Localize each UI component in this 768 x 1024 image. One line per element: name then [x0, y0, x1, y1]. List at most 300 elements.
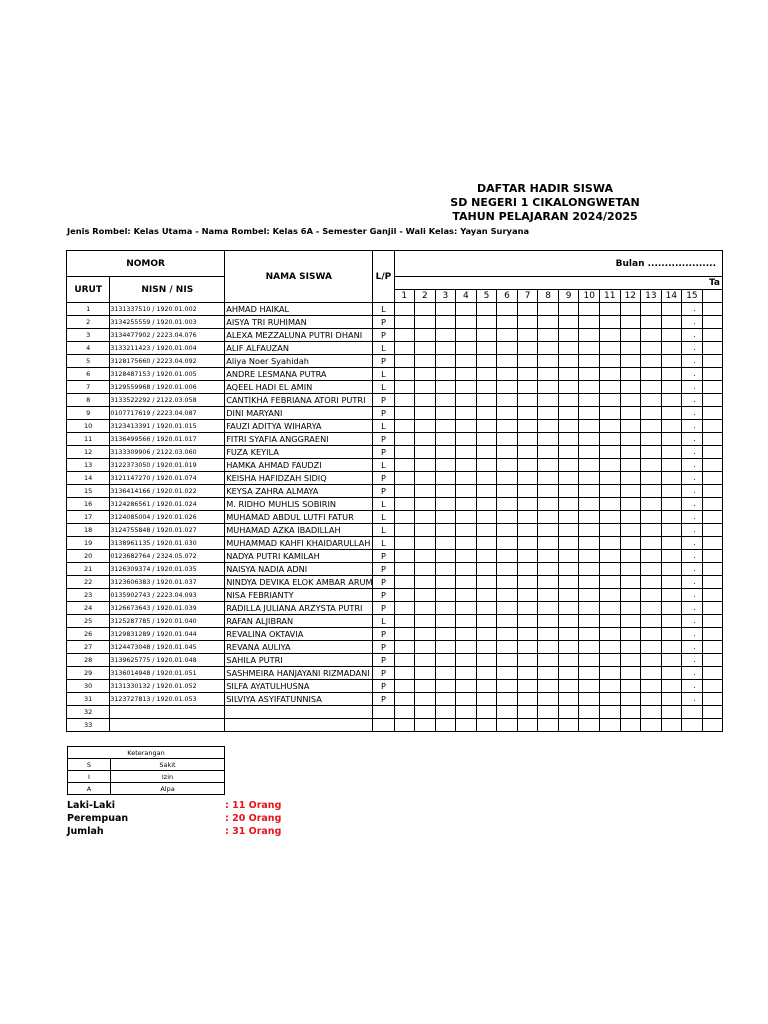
attendance-cell[interactable]: [517, 394, 538, 407]
attendance-cell[interactable]: [538, 563, 559, 576]
attendance-cell[interactable]: [661, 667, 682, 680]
attendance-cell[interactable]: [558, 602, 579, 615]
attendance-cell[interactable]: [641, 329, 662, 342]
attendance-cell[interactable]: [702, 563, 722, 576]
attendance-cell[interactable]: [394, 654, 415, 667]
attendance-cell[interactable]: [435, 329, 456, 342]
attendance-cell[interactable]: [599, 355, 620, 368]
attendance-cell[interactable]: [620, 628, 641, 641]
attendance-cell[interactable]: [517, 693, 538, 706]
attendance-cell[interactable]: [435, 550, 456, 563]
attendance-cell[interactable]: [476, 550, 497, 563]
attendance-cell[interactable]: [415, 446, 436, 459]
attendance-cell[interactable]: [599, 719, 620, 732]
attendance-cell[interactable]: [456, 472, 477, 485]
attendance-cell[interactable]: [415, 693, 436, 706]
attendance-cell[interactable]: [517, 381, 538, 394]
attendance-cell[interactable]: [517, 550, 538, 563]
attendance-cell[interactable]: [456, 693, 477, 706]
attendance-cell[interactable]: [497, 407, 518, 420]
attendance-cell[interactable]: [476, 368, 497, 381]
attendance-cell[interactable]: [415, 355, 436, 368]
attendance-cell[interactable]: [641, 303, 662, 316]
attendance-cell[interactable]: [415, 329, 436, 342]
attendance-cell[interactable]: [517, 446, 538, 459]
attendance-cell[interactable]: [661, 316, 682, 329]
attendance-cell[interactable]: [579, 706, 600, 719]
attendance-cell[interactable]: [394, 459, 415, 472]
attendance-cell[interactable]: [517, 342, 538, 355]
attendance-cell[interactable]: [517, 576, 538, 589]
attendance-cell[interactable]: [702, 550, 722, 563]
attendance-cell[interactable]: [599, 693, 620, 706]
attendance-cell[interactable]: [620, 693, 641, 706]
attendance-cell[interactable]: [435, 316, 456, 329]
attendance-cell[interactable]: [435, 693, 456, 706]
attendance-cell[interactable]: [661, 680, 682, 693]
attendance-cell[interactable]: [517, 641, 538, 654]
attendance-cell[interactable]: [517, 485, 538, 498]
attendance-cell[interactable]: [599, 667, 620, 680]
attendance-cell[interactable]: [476, 381, 497, 394]
attendance-cell[interactable]: [394, 433, 415, 446]
attendance-cell[interactable]: [517, 719, 538, 732]
attendance-cell[interactable]: [497, 706, 518, 719]
attendance-cell[interactable]: [394, 706, 415, 719]
attendance-cell[interactable]: [620, 355, 641, 368]
attendance-cell[interactable]: [415, 381, 436, 394]
attendance-cell[interactable]: [538, 407, 559, 420]
attendance-cell[interactable]: [661, 472, 682, 485]
attendance-cell[interactable]: [394, 693, 415, 706]
attendance-cell[interactable]: [599, 446, 620, 459]
attendance-cell[interactable]: [394, 719, 415, 732]
attendance-cell[interactable]: [702, 381, 722, 394]
attendance-cell[interactable]: [476, 667, 497, 680]
attendance-cell[interactable]: [620, 329, 641, 342]
attendance-cell[interactable]: [456, 355, 477, 368]
attendance-cell[interactable]: .: [682, 589, 703, 602]
attendance-cell[interactable]: [394, 576, 415, 589]
attendance-cell[interactable]: [538, 615, 559, 628]
attendance-cell[interactable]: [415, 511, 436, 524]
attendance-cell[interactable]: [517, 433, 538, 446]
attendance-cell[interactable]: [558, 667, 579, 680]
attendance-cell[interactable]: [517, 537, 538, 550]
attendance-cell[interactable]: [538, 576, 559, 589]
attendance-cell[interactable]: [497, 381, 518, 394]
attendance-cell[interactable]: [641, 693, 662, 706]
attendance-cell[interactable]: .: [682, 641, 703, 654]
attendance-cell[interactable]: [415, 576, 436, 589]
attendance-cell[interactable]: [435, 459, 456, 472]
attendance-cell[interactable]: [702, 459, 722, 472]
attendance-cell[interactable]: [538, 394, 559, 407]
attendance-cell[interactable]: [456, 394, 477, 407]
attendance-cell[interactable]: [456, 719, 477, 732]
attendance-cell[interactable]: [476, 602, 497, 615]
attendance-cell[interactable]: [579, 368, 600, 381]
attendance-cell[interactable]: [456, 654, 477, 667]
attendance-cell[interactable]: [394, 498, 415, 511]
attendance-cell[interactable]: [497, 394, 518, 407]
attendance-cell[interactable]: [558, 355, 579, 368]
attendance-cell[interactable]: [620, 706, 641, 719]
attendance-cell[interactable]: [538, 498, 559, 511]
attendance-cell[interactable]: [620, 589, 641, 602]
attendance-cell[interactable]: [599, 485, 620, 498]
attendance-cell[interactable]: [661, 550, 682, 563]
attendance-cell[interactable]: [702, 407, 722, 420]
attendance-cell[interactable]: [435, 342, 456, 355]
attendance-cell[interactable]: [538, 719, 559, 732]
attendance-cell[interactable]: [641, 537, 662, 550]
attendance-cell[interactable]: [599, 511, 620, 524]
attendance-cell[interactable]: [476, 355, 497, 368]
attendance-cell[interactable]: [538, 368, 559, 381]
attendance-cell[interactable]: [558, 511, 579, 524]
attendance-cell[interactable]: [641, 355, 662, 368]
attendance-cell[interactable]: [517, 680, 538, 693]
attendance-cell[interactable]: [538, 550, 559, 563]
attendance-cell[interactable]: [579, 654, 600, 667]
attendance-cell[interactable]: [538, 342, 559, 355]
attendance-cell[interactable]: [558, 446, 579, 459]
attendance-cell[interactable]: [579, 641, 600, 654]
attendance-cell[interactable]: .: [682, 472, 703, 485]
attendance-cell[interactable]: [476, 615, 497, 628]
attendance-cell[interactable]: [435, 706, 456, 719]
attendance-cell[interactable]: [599, 615, 620, 628]
attendance-cell[interactable]: [456, 589, 477, 602]
attendance-cell[interactable]: [497, 537, 518, 550]
attendance-cell[interactable]: [476, 420, 497, 433]
attendance-cell[interactable]: [435, 563, 456, 576]
attendance-cell[interactable]: [641, 511, 662, 524]
attendance-cell[interactable]: [497, 355, 518, 368]
attendance-cell[interactable]: [599, 550, 620, 563]
attendance-cell[interactable]: [394, 667, 415, 680]
attendance-cell[interactable]: [702, 498, 722, 511]
attendance-cell[interactable]: [661, 329, 682, 342]
attendance-cell[interactable]: [476, 459, 497, 472]
attendance-cell[interactable]: [538, 303, 559, 316]
attendance-cell[interactable]: [702, 576, 722, 589]
attendance-cell[interactable]: [620, 381, 641, 394]
attendance-cell[interactable]: [579, 550, 600, 563]
attendance-cell[interactable]: [415, 628, 436, 641]
attendance-cell[interactable]: [641, 563, 662, 576]
attendance-cell[interactable]: [394, 537, 415, 550]
attendance-cell[interactable]: [394, 589, 415, 602]
attendance-cell[interactable]: [620, 433, 641, 446]
attendance-cell[interactable]: [435, 537, 456, 550]
attendance-cell[interactable]: [394, 550, 415, 563]
attendance-cell[interactable]: [702, 667, 722, 680]
attendance-cell[interactable]: .: [682, 485, 703, 498]
attendance-cell[interactable]: [641, 602, 662, 615]
attendance-cell[interactable]: [641, 719, 662, 732]
attendance-cell[interactable]: [497, 576, 518, 589]
attendance-cell[interactable]: [579, 433, 600, 446]
attendance-cell[interactable]: [620, 719, 641, 732]
attendance-cell[interactable]: [538, 381, 559, 394]
attendance-cell[interactable]: [394, 329, 415, 342]
attendance-cell[interactable]: [497, 511, 518, 524]
attendance-cell[interactable]: [476, 680, 497, 693]
attendance-cell[interactable]: [538, 433, 559, 446]
attendance-cell[interactable]: [702, 615, 722, 628]
attendance-cell[interactable]: .: [682, 420, 703, 433]
attendance-cell[interactable]: [641, 459, 662, 472]
attendance-cell[interactable]: [579, 459, 600, 472]
attendance-cell[interactable]: [517, 498, 538, 511]
attendance-cell[interactable]: [517, 368, 538, 381]
attendance-cell[interactable]: [641, 654, 662, 667]
attendance-cell[interactable]: [702, 316, 722, 329]
attendance-cell[interactable]: [415, 420, 436, 433]
attendance-cell[interactable]: [435, 498, 456, 511]
attendance-cell[interactable]: [497, 667, 518, 680]
attendance-cell[interactable]: [415, 719, 436, 732]
attendance-cell[interactable]: [661, 576, 682, 589]
attendance-cell[interactable]: [599, 381, 620, 394]
attendance-cell[interactable]: [641, 550, 662, 563]
attendance-cell[interactable]: [435, 485, 456, 498]
attendance-cell[interactable]: [661, 524, 682, 537]
attendance-cell[interactable]: [497, 316, 518, 329]
attendance-cell[interactable]: [579, 524, 600, 537]
attendance-cell[interactable]: [641, 498, 662, 511]
attendance-cell[interactable]: [661, 537, 682, 550]
attendance-cell[interactable]: [435, 446, 456, 459]
attendance-cell[interactable]: [476, 693, 497, 706]
attendance-cell[interactable]: [599, 407, 620, 420]
attendance-cell[interactable]: [476, 394, 497, 407]
attendance-cell[interactable]: [599, 589, 620, 602]
attendance-cell[interactable]: [476, 511, 497, 524]
attendance-cell[interactable]: [517, 615, 538, 628]
attendance-cell[interactable]: [456, 368, 477, 381]
attendance-cell[interactable]: [579, 303, 600, 316]
attendance-cell[interactable]: [579, 693, 600, 706]
attendance-cell[interactable]: [538, 459, 559, 472]
attendance-cell[interactable]: [435, 667, 456, 680]
attendance-cell[interactable]: [497, 420, 518, 433]
attendance-cell[interactable]: [641, 680, 662, 693]
attendance-cell[interactable]: [579, 680, 600, 693]
attendance-cell[interactable]: [456, 602, 477, 615]
attendance-cell[interactable]: [661, 459, 682, 472]
attendance-cell[interactable]: [641, 589, 662, 602]
attendance-cell[interactable]: [558, 472, 579, 485]
attendance-cell[interactable]: [661, 498, 682, 511]
attendance-cell[interactable]: .: [682, 628, 703, 641]
attendance-cell[interactable]: [497, 602, 518, 615]
attendance-cell[interactable]: [476, 576, 497, 589]
attendance-cell[interactable]: .: [682, 680, 703, 693]
attendance-cell[interactable]: [415, 550, 436, 563]
attendance-cell[interactable]: [517, 654, 538, 667]
attendance-cell[interactable]: [599, 342, 620, 355]
attendance-cell[interactable]: [538, 602, 559, 615]
attendance-cell[interactable]: .: [682, 576, 703, 589]
attendance-cell[interactable]: [702, 368, 722, 381]
attendance-cell[interactable]: [661, 420, 682, 433]
attendance-cell[interactable]: [702, 342, 722, 355]
attendance-cell[interactable]: [558, 407, 579, 420]
attendance-cell[interactable]: [661, 303, 682, 316]
attendance-cell[interactable]: [497, 524, 518, 537]
attendance-cell[interactable]: [620, 602, 641, 615]
attendance-cell[interactable]: [558, 719, 579, 732]
attendance-cell[interactable]: [435, 511, 456, 524]
attendance-cell[interactable]: [599, 602, 620, 615]
attendance-cell[interactable]: [456, 381, 477, 394]
attendance-cell[interactable]: [435, 303, 456, 316]
attendance-cell[interactable]: [497, 693, 518, 706]
attendance-cell[interactable]: [476, 498, 497, 511]
attendance-cell[interactable]: [620, 303, 641, 316]
attendance-cell[interactable]: [517, 524, 538, 537]
attendance-cell[interactable]: [456, 511, 477, 524]
attendance-cell[interactable]: .: [682, 511, 703, 524]
attendance-cell[interactable]: [661, 511, 682, 524]
attendance-cell[interactable]: [599, 628, 620, 641]
attendance-cell[interactable]: .: [682, 303, 703, 316]
attendance-cell[interactable]: [456, 420, 477, 433]
attendance-cell[interactable]: .: [682, 563, 703, 576]
attendance-cell[interactable]: [641, 615, 662, 628]
attendance-cell[interactable]: [476, 472, 497, 485]
attendance-cell[interactable]: [476, 407, 497, 420]
attendance-cell[interactable]: [415, 316, 436, 329]
attendance-cell[interactable]: [456, 563, 477, 576]
attendance-cell[interactable]: [538, 329, 559, 342]
attendance-cell[interactable]: [517, 459, 538, 472]
attendance-cell[interactable]: [394, 602, 415, 615]
attendance-cell[interactable]: [497, 719, 518, 732]
attendance-cell[interactable]: [702, 329, 722, 342]
attendance-cell[interactable]: [435, 381, 456, 394]
attendance-cell[interactable]: [435, 615, 456, 628]
attendance-cell[interactable]: [702, 680, 722, 693]
attendance-cell[interactable]: [456, 667, 477, 680]
attendance-cell[interactable]: [661, 628, 682, 641]
attendance-cell[interactable]: [497, 303, 518, 316]
attendance-cell[interactable]: [517, 563, 538, 576]
attendance-cell[interactable]: [558, 589, 579, 602]
attendance-cell[interactable]: [456, 303, 477, 316]
attendance-cell[interactable]: [641, 576, 662, 589]
attendance-cell[interactable]: [702, 693, 722, 706]
attendance-cell[interactable]: [599, 472, 620, 485]
attendance-cell[interactable]: [497, 485, 518, 498]
attendance-cell[interactable]: [538, 667, 559, 680]
attendance-cell[interactable]: [558, 524, 579, 537]
attendance-cell[interactable]: .: [682, 615, 703, 628]
attendance-cell[interactable]: [661, 381, 682, 394]
attendance-cell[interactable]: [476, 485, 497, 498]
attendance-cell[interactable]: .: [682, 667, 703, 680]
attendance-cell[interactable]: [661, 589, 682, 602]
attendance-cell[interactable]: [641, 394, 662, 407]
attendance-cell[interactable]: [599, 706, 620, 719]
attendance-cell[interactable]: [579, 472, 600, 485]
attendance-cell[interactable]: .: [682, 524, 703, 537]
attendance-cell[interactable]: [661, 355, 682, 368]
attendance-cell[interactable]: [661, 693, 682, 706]
attendance-cell[interactable]: [661, 641, 682, 654]
attendance-cell[interactable]: [579, 498, 600, 511]
attendance-cell[interactable]: [394, 420, 415, 433]
attendance-cell[interactable]: [661, 602, 682, 615]
attendance-cell[interactable]: [415, 394, 436, 407]
attendance-cell[interactable]: [579, 407, 600, 420]
attendance-cell[interactable]: [435, 407, 456, 420]
attendance-cell[interactable]: [620, 641, 641, 654]
attendance-cell[interactable]: [641, 628, 662, 641]
attendance-cell[interactable]: [682, 719, 703, 732]
attendance-cell[interactable]: [394, 485, 415, 498]
attendance-cell[interactable]: [702, 485, 722, 498]
attendance-cell[interactable]: [394, 511, 415, 524]
attendance-cell[interactable]: [394, 563, 415, 576]
attendance-cell[interactable]: [394, 641, 415, 654]
attendance-cell[interactable]: [497, 329, 518, 342]
attendance-cell[interactable]: [435, 355, 456, 368]
attendance-cell[interactable]: [661, 485, 682, 498]
attendance-cell[interactable]: [620, 394, 641, 407]
attendance-cell[interactable]: [415, 563, 436, 576]
attendance-cell[interactable]: [394, 368, 415, 381]
attendance-cell[interactable]: .: [682, 433, 703, 446]
attendance-cell[interactable]: [558, 537, 579, 550]
attendance-cell[interactable]: .: [682, 459, 703, 472]
attendance-cell[interactable]: [415, 537, 436, 550]
attendance-cell[interactable]: [538, 420, 559, 433]
attendance-cell[interactable]: [497, 433, 518, 446]
attendance-cell[interactable]: [599, 498, 620, 511]
attendance-cell[interactable]: [579, 615, 600, 628]
attendance-cell[interactable]: [599, 303, 620, 316]
attendance-cell[interactable]: [538, 654, 559, 667]
attendance-cell[interactable]: [641, 407, 662, 420]
attendance-cell[interactable]: [415, 654, 436, 667]
attendance-cell[interactable]: [456, 550, 477, 563]
attendance-cell[interactable]: [415, 472, 436, 485]
attendance-cell[interactable]: [661, 719, 682, 732]
attendance-cell[interactable]: [394, 316, 415, 329]
attendance-cell[interactable]: [620, 316, 641, 329]
attendance-cell[interactable]: [415, 407, 436, 420]
attendance-cell[interactable]: [497, 550, 518, 563]
attendance-cell[interactable]: [661, 368, 682, 381]
attendance-cell[interactable]: [641, 420, 662, 433]
attendance-cell[interactable]: [517, 706, 538, 719]
attendance-cell[interactable]: [558, 680, 579, 693]
attendance-cell[interactable]: [456, 433, 477, 446]
attendance-cell[interactable]: [415, 303, 436, 316]
attendance-cell[interactable]: [517, 316, 538, 329]
attendance-cell[interactable]: [661, 407, 682, 420]
attendance-cell[interactable]: .: [682, 498, 703, 511]
attendance-cell[interactable]: [579, 381, 600, 394]
attendance-cell[interactable]: [456, 316, 477, 329]
attendance-cell[interactable]: [599, 459, 620, 472]
attendance-cell[interactable]: [394, 342, 415, 355]
attendance-cell[interactable]: [702, 641, 722, 654]
